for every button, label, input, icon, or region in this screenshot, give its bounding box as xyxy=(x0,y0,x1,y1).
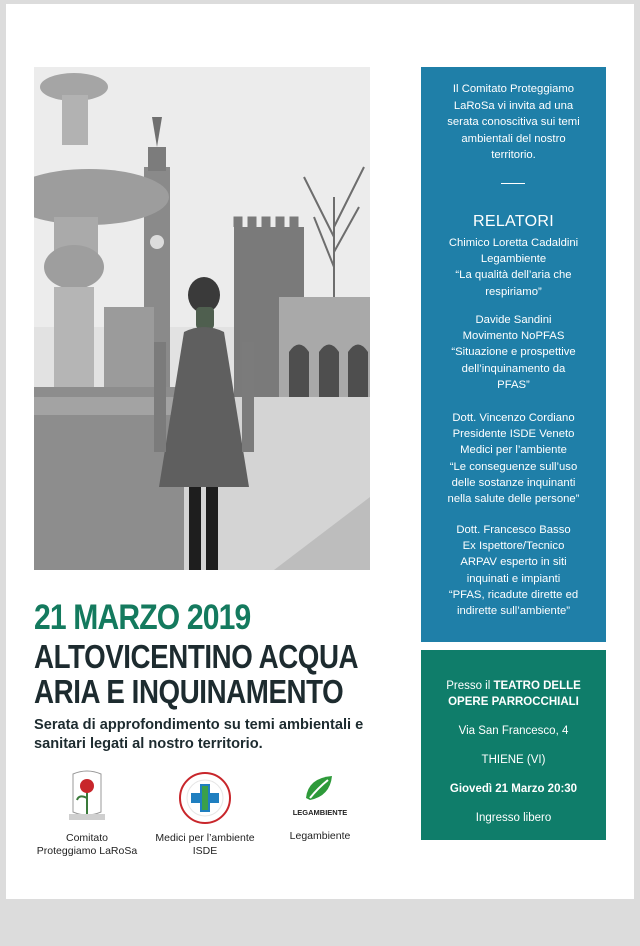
speaker-line: Davide Sandini xyxy=(475,314,552,326)
speaker-line: indirette sull’ambiente” xyxy=(456,605,571,618)
speaker-line: Legambiente xyxy=(480,253,547,266)
speaker-line: “La qualità dell’aria che xyxy=(455,269,572,282)
intro-line: ambientali del nostro xyxy=(461,132,566,145)
speaker-line: “Le conseguenze sull’uso xyxy=(449,460,578,473)
event-date: 21 MARZO 2019 xyxy=(34,598,251,637)
speaker-line: Medici per l’ambiente xyxy=(460,444,567,457)
speaker-line: Presidente ISDE Veneto xyxy=(452,428,575,441)
divider xyxy=(501,183,525,184)
venue-place-line1 xyxy=(421,680,606,692)
logo-caption: Medici per l’ambiente xyxy=(155,832,255,844)
event-datetime: Giovedì 21 Marzo 20:30 xyxy=(449,783,578,795)
speaker-block xyxy=(425,522,602,619)
speaker-block xyxy=(425,235,602,300)
venue-address: Via San Francesco, 4 xyxy=(458,725,569,737)
isde-cross-icon xyxy=(177,770,233,826)
venue-city: THIENE (VI) xyxy=(481,754,546,766)
venue-name-2: OPERE PARROCCHIALI xyxy=(448,696,579,708)
logo-legambiente xyxy=(270,772,370,843)
intro-line: territorio. xyxy=(491,149,536,161)
intro-line: LaRoSa vi invita ad una xyxy=(453,99,574,112)
legambiente-leaf-icon xyxy=(302,772,338,804)
event-photo xyxy=(34,67,370,570)
speaker-line: Ex Ispettore/Tecnico xyxy=(462,540,565,553)
event-title-line2: ARIA E INQUINAMENTO xyxy=(34,673,344,710)
event-title-line1: ALTOVICENTINO ACQUA xyxy=(34,638,359,675)
logo-caption: ISDE xyxy=(192,845,218,857)
venue-panel xyxy=(421,650,606,840)
speaker-line: Dott. Francesco Basso xyxy=(456,524,571,536)
logo-caption: Proteggiamo LaRoSa xyxy=(36,845,138,857)
presso-label: Presso il xyxy=(446,680,494,692)
intro-line: Il Comitato Proteggiamo xyxy=(452,83,575,95)
speaker-line: Chimico Loretta Cadaldini xyxy=(448,237,579,249)
speaker-line: inquinati e impianti xyxy=(466,572,561,585)
speaker-block xyxy=(425,410,602,507)
logo-caption: Comitato xyxy=(65,832,108,844)
speaker-line: delle sostanze inquinanti xyxy=(451,476,576,489)
speaker-line: dell’inquinamento da xyxy=(461,362,566,375)
legambiente-wordmark: LEGAMBIENTE xyxy=(292,808,348,817)
speaker-line: respiriamo” xyxy=(485,285,542,298)
logo-caption: Legambiente xyxy=(289,830,351,842)
intro-line: serata conoscitiva sui temi xyxy=(447,116,580,128)
speaker-line: Movimento NoPFAS xyxy=(462,330,565,343)
speaker-block xyxy=(425,312,602,393)
logo-isde xyxy=(145,770,265,858)
speaker-line: “Situazione e prospettive xyxy=(451,346,576,359)
speaker-line: nella salute delle persone” xyxy=(447,493,580,506)
speakers-panel xyxy=(421,67,606,642)
rose-icon xyxy=(59,766,115,826)
speaker-line: Dott. Vincenzo Cordiano xyxy=(452,412,575,424)
entry-info: Ingresso libero xyxy=(475,812,552,824)
speaker-line: ARPAV esperto in siti xyxy=(460,556,567,569)
speaker-line: PFAS” xyxy=(497,378,530,391)
invitation-text xyxy=(429,81,598,164)
event-subtitle: Serata di approfondimento su temi ambientali e sanitari legati al nostro territorio. xyxy=(34,717,364,752)
venue-name: TEATRO DELLE xyxy=(493,680,581,692)
logo-comitato xyxy=(22,766,152,858)
venue-place-line2 xyxy=(421,696,606,708)
relatori-heading: RELATORI xyxy=(473,213,554,230)
speaker-line: “PFAS, ricadute dirette ed xyxy=(448,588,579,601)
